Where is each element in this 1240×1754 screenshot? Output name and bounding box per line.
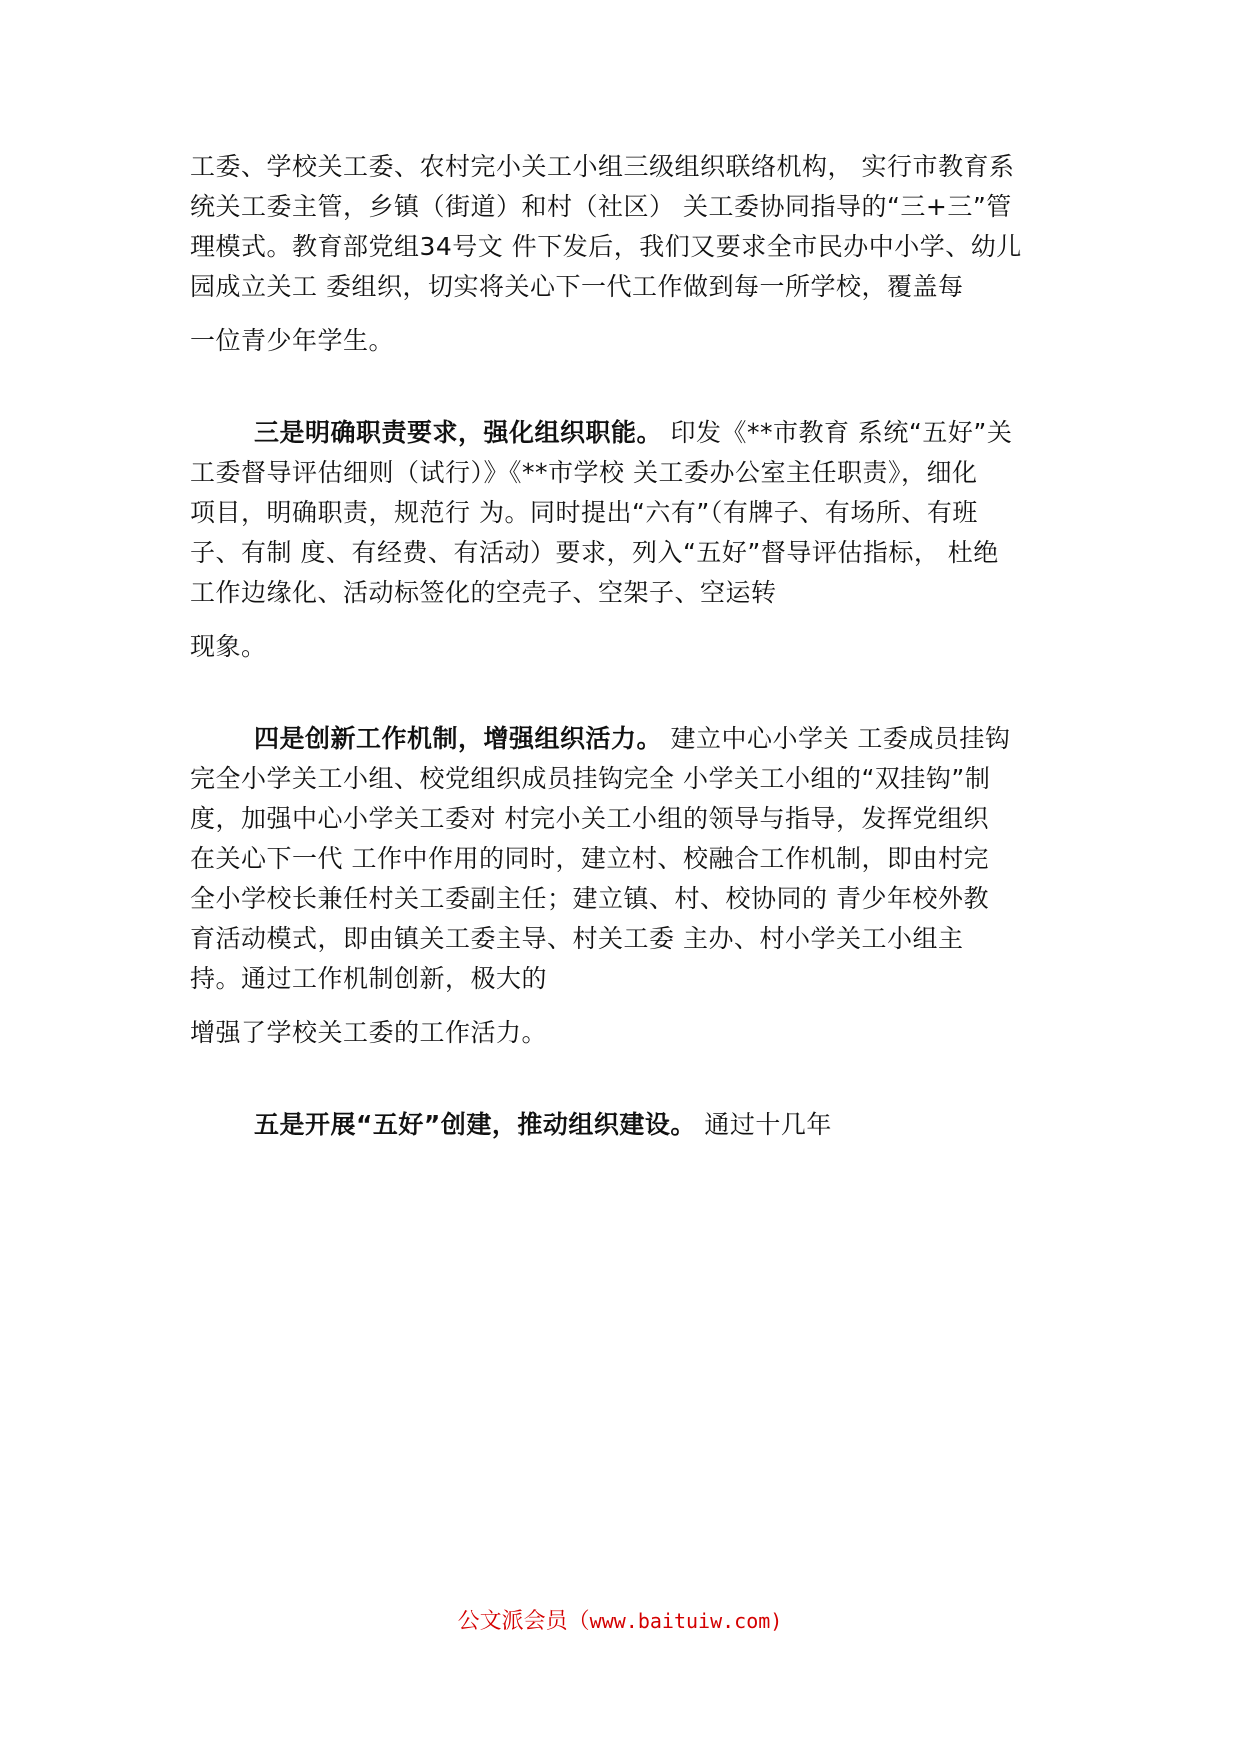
text-line: 子、有制 度、有经费、有活动）要求，列入“五好”督导评估指标， 杜绝 [190, 538, 999, 567]
paragraph-lead: 四是创新工作机制，增强组织活力。 [254, 724, 663, 753]
footer-url: www.baituiw.com) [589, 1609, 783, 1633]
text-line: 项目，明确职责，规范行 为。同时提出“六有”（有牌子、有场所、有班 [190, 498, 978, 527]
text-line: 增强了学校关工委的工作活力。 [190, 1018, 548, 1047]
text-line: 工委、学校关工委、农村完小关工小组三级组织联络机构， 实行市教育系 [190, 152, 1015, 181]
text-line [254, 1110, 1070, 1140]
footer-label: 公文派会员（ [457, 1609, 590, 1634]
paragraph-text: 印发《**市教育 系统“五好”关 [662, 418, 1013, 447]
text-line [254, 724, 1070, 754]
text-line [254, 418, 1070, 448]
text-line: 育活动模式，即由镇关工委主导、村关工委 主办、村小学关工小组主 [190, 924, 964, 953]
text-line: 持。通过工作机制创新，极大的 [190, 964, 548, 993]
text-line: 度，加强中心小学关工委对 村完小关工小组的领导与指导，发挥党组织 [190, 804, 989, 833]
text-line: 工委督导评估细则（试行）》《**市学校 关工委办公室主任职责》，细化 [190, 458, 978, 487]
text-line: 理模式。教育部党组34号文 件下发后，我们又要求全市民办中小学、幼儿 [190, 232, 1022, 261]
paragraph-text: 建立中心小学关 工委成员挂钩 [662, 724, 1011, 753]
text-line: 一位青少年学生。 [190, 326, 395, 355]
text-line: 园成立关工 委组织，切实将关心下一代工作做到每一所学校，覆盖每 [190, 272, 964, 301]
paragraph-lead: 三是明确职责要求，强化组织职能。 [254, 418, 663, 447]
text-line: 在关心下一代 工作中作用的同时，建立村、校融合工作机制，即由村完 [190, 844, 989, 873]
text-line: 现象。 [190, 632, 267, 661]
text-line: 全小学校长兼任村关工委副主任；建立镇、村、校协同的 青少年校外教 [190, 884, 989, 913]
text-line: 统关工委主管，乡镇（街道）和村（社区） 关工委协同指导的“三+三”管 [190, 192, 1012, 221]
paragraph-text: 通过十几年 [695, 1110, 832, 1139]
text-line: 完全小学关工小组、校党组织成员挂钩完全 小学关工小组的“双挂钩”制 [190, 764, 991, 793]
paragraph-lead: 五是开展“五好”创建，推动组织建设。 [254, 1110, 696, 1139]
page-footer [0, 1606, 1240, 1637]
text-line: 工作边缘化、活动标签化的空壳子、空架子、空运转 [190, 578, 777, 607]
